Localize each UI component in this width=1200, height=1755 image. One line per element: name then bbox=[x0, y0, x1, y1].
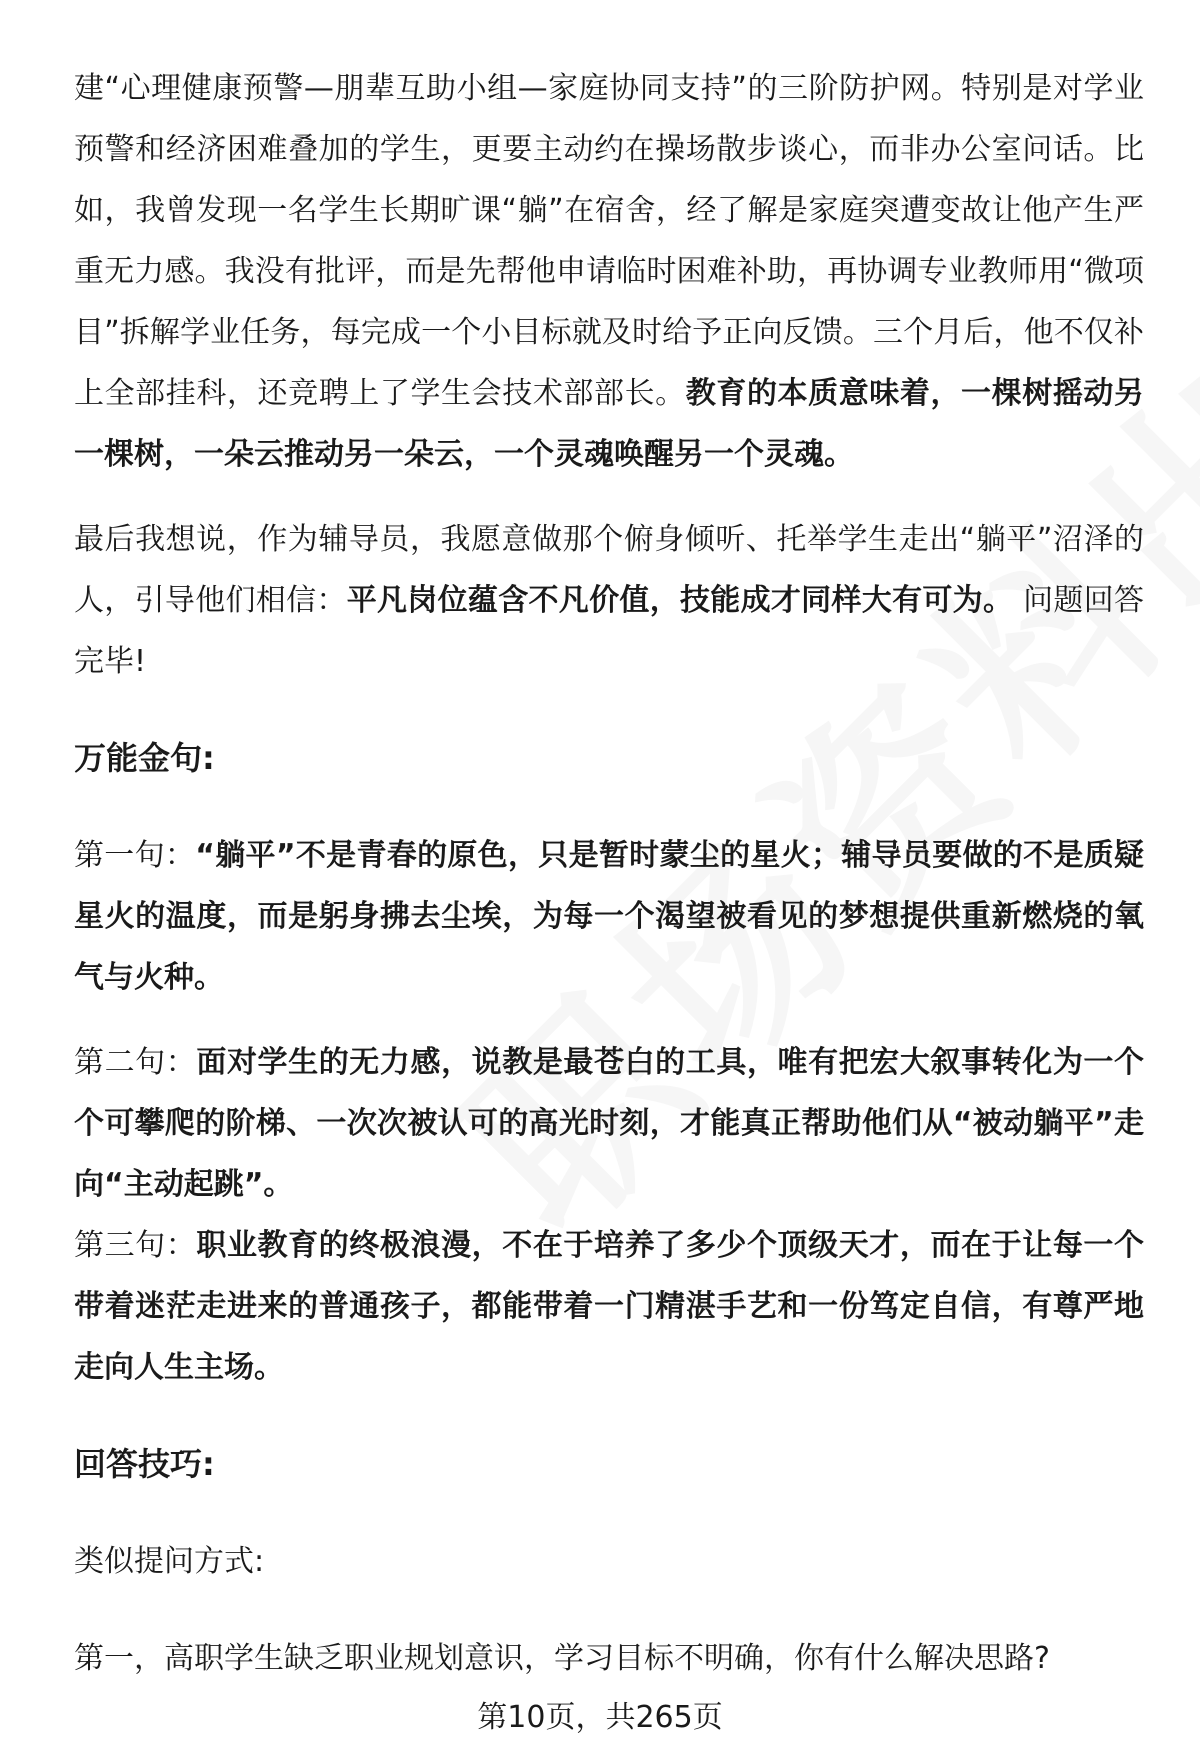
golden-sentence-1 bbox=[74, 825, 1144, 1008]
heading-golden-sentences: 万能金句: bbox=[74, 739, 215, 777]
paragraph-conclusion bbox=[74, 509, 1144, 692]
sentence-label: 第一句： bbox=[74, 838, 196, 873]
heading-answer-tips: 回答技巧: bbox=[74, 1445, 215, 1483]
sentence-text: 职业教育的终极浪漫，不在于培养了多少个顶级天才，而在于让每一个带着迷茫走进来的普通孩子，都能带着一门精湛手艺和一份笃定自信，有尊严地走向人生主场。 bbox=[74, 1228, 1145, 1385]
paragraph-text: 建“心理健康预警—朋辈互助小组—家庭协同支持”的三阶防护网。特别是对学业预警和经济困难叠加的学生，更要主动约在操场散步谈心，而非办公室问话。比如，我曾发现一名学生长期旷课“躺”在宿舍，经了解是家庭突遭变故让他产生严重无力感。我没有批评，而是先帮他申请临时困难补助，再协调专业教师用“微项目”拆解学业任务，每完成一个小目标就及时给予正向反馈。三个月后，他不仅补上全部挂科，还竞聘上了学生会技术部部长。 bbox=[74, 71, 1144, 411]
sentence-text: “躺平”不是青春的原色，只是暂时蒙尘的星火；辅导员要做的不是质疑星火的温度，而是躬身拂去尘埃，为每一个渴望被看见的梦想提供重新燃烧的氧气与火种。 bbox=[74, 838, 1145, 995]
golden-sentence-3 bbox=[74, 1215, 1144, 1398]
paragraph-protection-net bbox=[74, 58, 1144, 485]
sentence-label: 第二句： bbox=[74, 1045, 197, 1080]
paragraph-text: 最后我想说，作为辅导员，我愿意做那个俯身倾听、托举学生走出“躺平”沼泽的人，引导他们相信： bbox=[74, 522, 1144, 618]
paragraph-emphasis: 教育的本质意味着，一棵树摇动另一棵树，一朵云推动另一朵云，一个灵魂唤醒另一个灵魂。 bbox=[74, 376, 1145, 472]
similar-question-1: 第一，高职学生缺乏职业规划意识，学习目标不明确，你有什么解决思路? bbox=[74, 1641, 1050, 1676]
sentence-label: 第三句： bbox=[74, 1228, 197, 1263]
sentence-text: 面对学生的无力感，说教是最苍白的工具，唯有把宏大叙事转化为一个个可攀爬的阶梯、一次次被认可的高光时刻，才能真正帮助他们从“被动躺平”走向“主动起跳”。 bbox=[74, 1045, 1145, 1202]
paragraph-ending: 问题回答完毕! bbox=[74, 583, 1145, 679]
document-page bbox=[74, 58, 1144, 1689]
paragraph-emphasis: 平凡岗位蕴含不凡价值，技能成才同样大有可为。 bbox=[346, 583, 1014, 618]
golden-sentence-2 bbox=[74, 1032, 1144, 1215]
page-number-footer: 第10页，共265页 bbox=[477, 1700, 723, 1735]
similar-questions-label: 类似提问方式: bbox=[74, 1544, 265, 1579]
